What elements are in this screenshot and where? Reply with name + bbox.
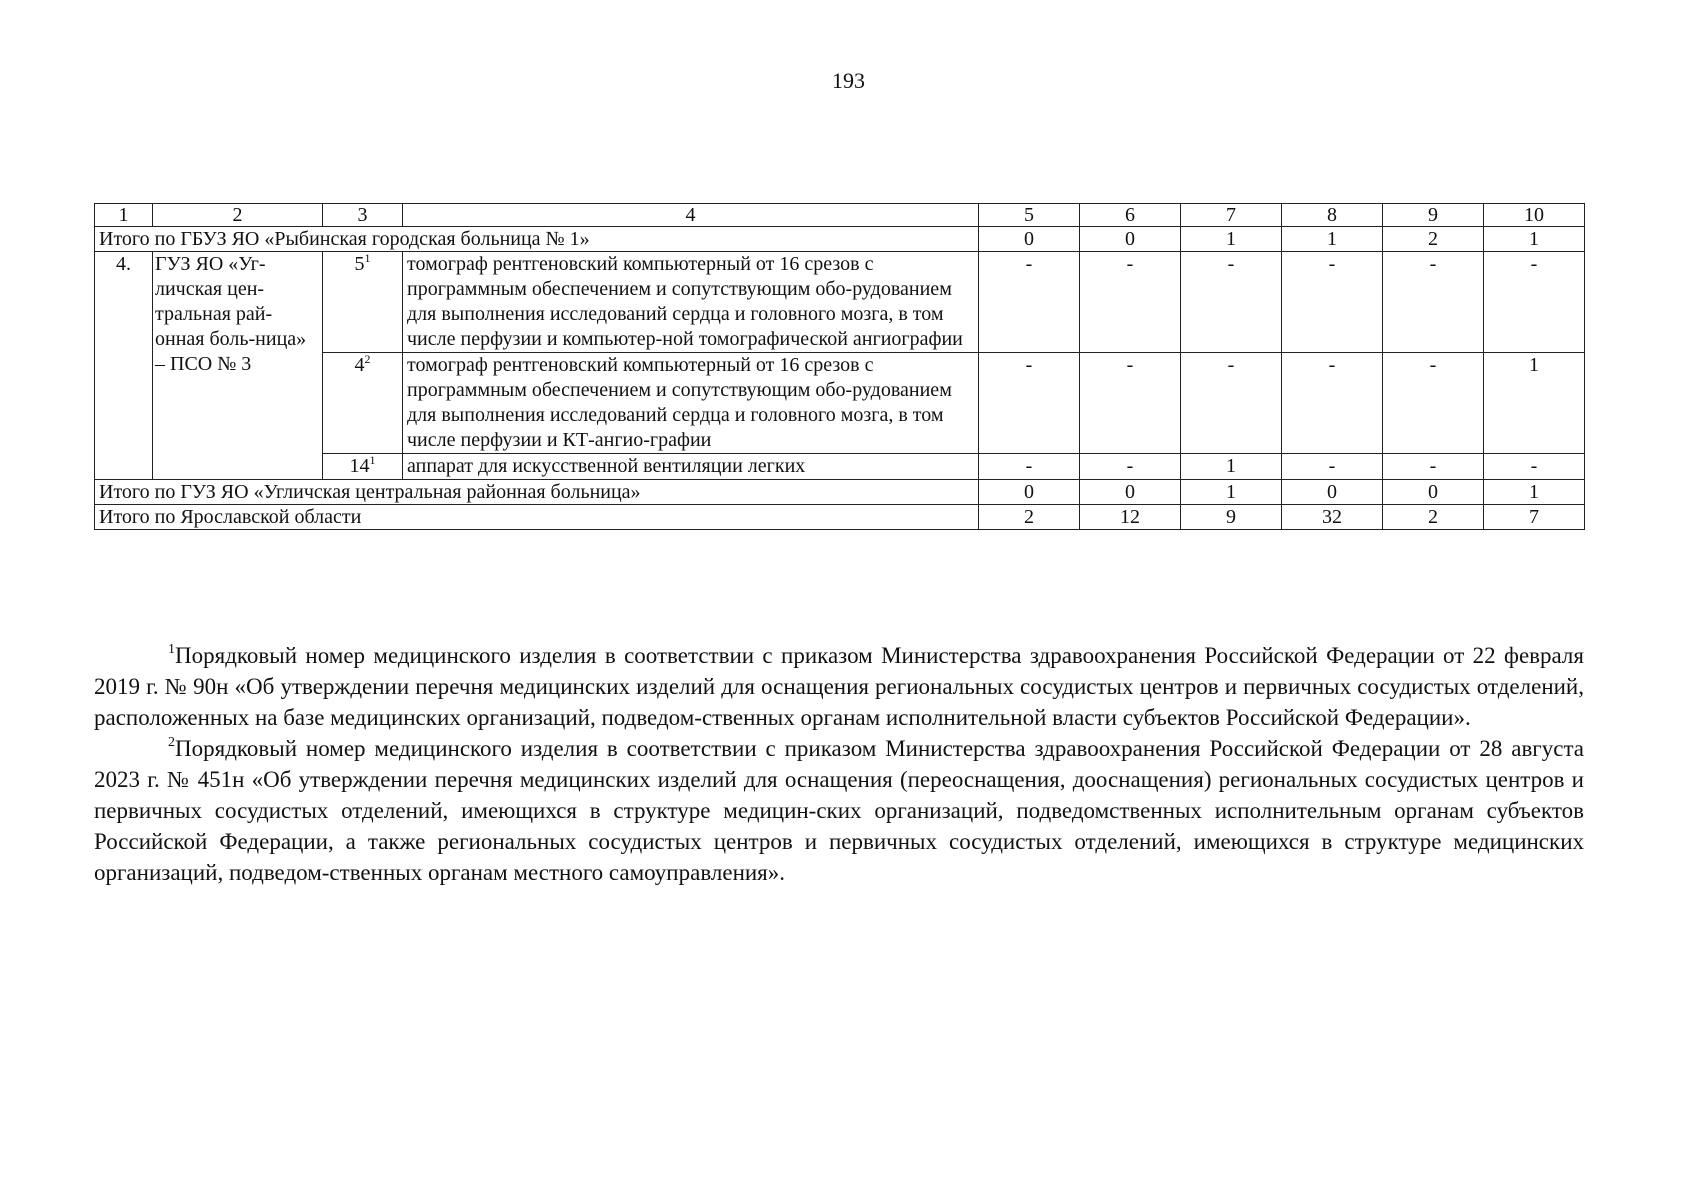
total-value: 9 — [1181, 505, 1282, 530]
column-number-row — [95, 204, 1585, 227]
column-number: 5 — [979, 204, 1080, 227]
device-value: 1 — [1181, 454, 1282, 480]
total-label: Итого по Ярославской области — [95, 505, 979, 530]
total-value: 12 — [1080, 505, 1181, 530]
device-value: - — [1484, 252, 1585, 353]
device-value: - — [979, 454, 1080, 480]
total-value: 1 — [1484, 480, 1585, 505]
device-value: - — [1383, 454, 1484, 480]
footnote-mark: 1 — [369, 453, 376, 467]
device-value: - — [1080, 353, 1181, 454]
total-row-uglich — [95, 480, 1585, 505]
column-number: 9 — [1383, 204, 1484, 227]
column-number: 6 — [1080, 204, 1181, 227]
total-value: 7 — [1484, 505, 1585, 530]
device-value: - — [1080, 252, 1181, 353]
total-label: Итого по ГУЗ ЯО «Угличская центральная районная больница» — [95, 480, 979, 505]
device-value: - — [1282, 353, 1383, 454]
total-row-region — [95, 505, 1585, 530]
device-value: - — [1181, 353, 1282, 454]
column-number: 8 — [1282, 204, 1383, 227]
footnote — [94, 733, 1584, 888]
device-value: - — [1181, 252, 1282, 353]
device-value: - — [1282, 454, 1383, 480]
device-name: томограф рентгеновский компьютерный от 16 срезов с программным обеспечением и сопутствующим обо-рудованием для выполнения исследований сердца и головного мозга, в том числе перфузии и компьютер-ной томографической ангиографии — [403, 252, 979, 353]
total-value: 1 — [1282, 227, 1383, 252]
device-value: - — [1383, 252, 1484, 353]
device-number: $4^2$ — [323, 353, 403, 454]
total-value: 0 — [1080, 480, 1181, 505]
equipment-table — [94, 203, 1585, 530]
footnote-mark: 1 — [168, 642, 175, 657]
total-value: 0 — [1383, 480, 1484, 505]
column-number: 2 — [153, 204, 323, 227]
device-value: - — [1383, 353, 1484, 454]
total-value: 2 — [979, 505, 1080, 530]
row-index: 4. — [95, 252, 153, 480]
total-value: 0 — [1282, 480, 1383, 505]
device-value: 1 — [1484, 353, 1585, 454]
total-label: Итого по ГБУЗ ЯО «Рыбинская городская больница № 1» — [95, 227, 979, 252]
device-value: - — [979, 353, 1080, 454]
column-number: 3 — [323, 204, 403, 227]
device-name: томограф рентгеновский компьютерный от 16 срезов с программным обеспечением и сопутствующим обо-рудованием для выполнения исследований сердца и головного мозга, в том числе перфузии и КТ-ангио-графии — [403, 353, 979, 454]
column-number: 4 — [403, 204, 979, 227]
device-number: $14^1$ — [323, 454, 403, 480]
device-value: - — [979, 252, 1080, 353]
total-value: 2 — [1383, 227, 1484, 252]
footnotes — [94, 640, 1584, 888]
footnote-mark: 2 — [364, 352, 371, 366]
footnote-mark: 1 — [364, 251, 371, 265]
total-value: 0 — [979, 480, 1080, 505]
total-value: 32 — [1282, 505, 1383, 530]
column-number: 1 — [95, 204, 153, 227]
device-number: $5^1$ — [323, 252, 403, 353]
total-value: 0 — [1080, 227, 1181, 252]
total-value: 1 — [1181, 480, 1282, 505]
total-value: 1 — [1484, 227, 1585, 252]
total-value: 2 — [1383, 505, 1484, 530]
footnote-text: Порядковый номер медицинского изделия в соответствии с приказом Министерства здравоохранения Российской Федерации от 22 февраля 2019 г. № 90н «Об утверждении перечня медицинских изделий для оснащения региональных сосудистых центров и первичных сосудистых отделений, расположенных на базе медицинских организаций, подведом-ственных органам исполнительной власти субъектов Российской Федерации». — [94, 643, 1584, 730]
column-number: 10 — [1484, 204, 1585, 227]
page-number: 193 — [832, 68, 865, 93]
device-value: - — [1080, 454, 1181, 480]
device-name: аппарат для искусственной вентиляции легких — [403, 454, 979, 480]
total-value: 1 — [1181, 227, 1282, 252]
footnote-text: Порядковый номер медицинского изделия в соответствии с приказом Министерства здравоохранения Российской Федерации от 28 августа 2023 г. № 451н «Об утверждении перечня медицинских изделий для оснащения (переоснащения, дооснащения) региональных сосудистых центров и первичных сосудистых отделений, имеющихся в структуре медицин-ских организаций, подведомственных исполнительным органам субъектов Российской Федерации, а также региональных сосудистых центров и первичных сосудистых отделений, имеющихся в структуре медицинских организаций, подведом-ственных органам местного самоуправления». — [94, 736, 1584, 885]
organization-name: ГУЗ ЯО «Уг-личская цен-тральная рай-онная боль-ница» – ПСО № 3 — [153, 252, 323, 480]
total-row-rybinsk — [95, 227, 1585, 252]
table-row — [95, 252, 1585, 353]
device-value: - — [1484, 454, 1585, 480]
device-value: - — [1282, 252, 1383, 353]
footnote-mark: 2 — [168, 735, 175, 750]
footnote — [94, 640, 1584, 733]
column-number: 7 — [1181, 204, 1282, 227]
total-value: 0 — [979, 227, 1080, 252]
